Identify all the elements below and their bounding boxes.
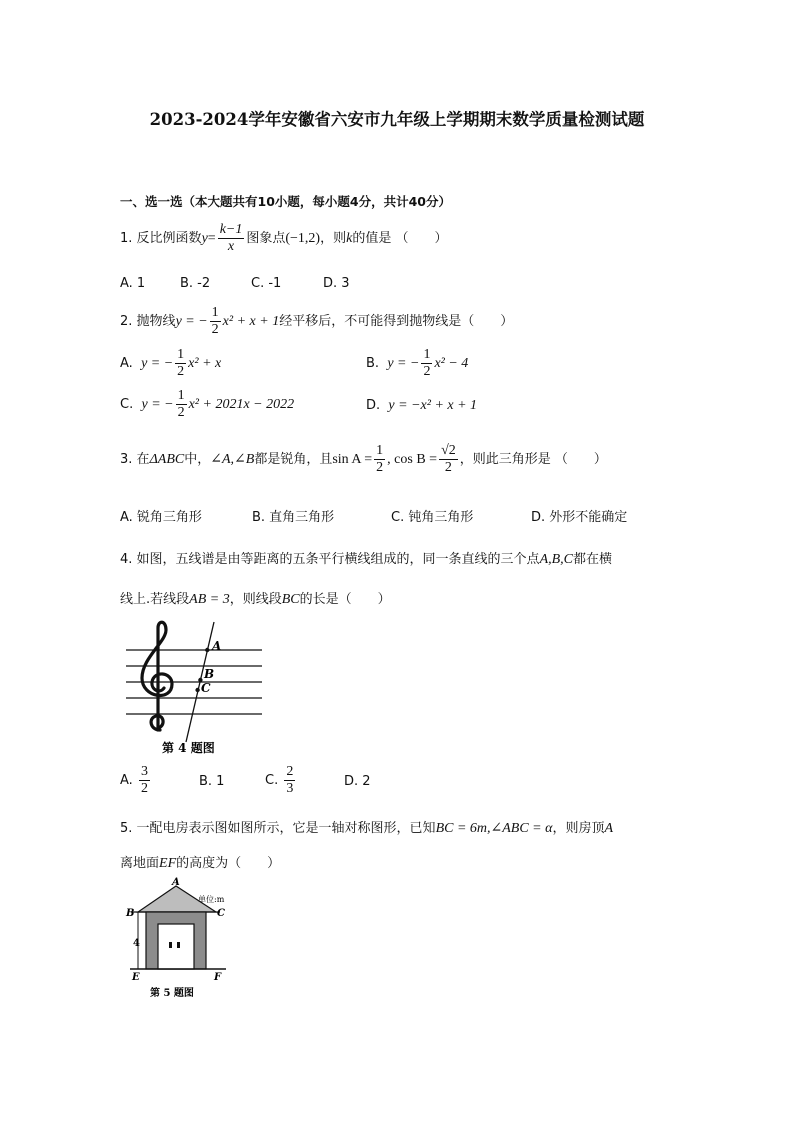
q2-expr-a: y = − [175, 314, 208, 329]
q1-mid: 图象点 [246, 231, 286, 246]
figure-4 [120, 618, 270, 758]
q1-k: k [346, 231, 353, 246]
q4-ab: AB = 3 [189, 592, 230, 607]
page-title: 2023-2024学年安徽省六安市九年级上学期期末数学质量检测试题 [149, 110, 645, 129]
door-mark-left [169, 942, 172, 948]
q2-option-d-expr: y = −x² + x + 1 [388, 398, 478, 413]
question-4-line-1 [120, 548, 612, 568]
q3-cos-num: √2 [441, 443, 456, 458]
q1-point: (−1,2) [285, 231, 321, 246]
label-f: F [214, 972, 222, 983]
question-1 [120, 222, 447, 255]
q5-number: 5. [120, 821, 133, 836]
figure-5 [120, 876, 240, 1006]
q4-number: 4. [120, 552, 133, 567]
door [158, 924, 194, 969]
label-e: E [132, 972, 140, 983]
q3-cos: , cos B = [387, 452, 438, 467]
question-5-line-1 [120, 817, 613, 837]
q2-option-a-den: 2 [177, 364, 185, 379]
q2-frac-numerator: 1 [211, 305, 219, 320]
q2-option-b-den: 2 [423, 364, 431, 379]
q3-sin: sin A = [332, 452, 373, 467]
q3-sin-fraction [374, 443, 385, 476]
q2-post: 经平移后，不可能得到抛物线是（ ） [279, 314, 514, 329]
q3-pre: 在 [136, 452, 150, 467]
q4-option-b: B. 1 [199, 774, 225, 789]
door-mark-right [177, 942, 180, 948]
q3-option-b: B. 直角三角形 [252, 510, 335, 525]
q2-option-d-label: D. [366, 398, 381, 413]
q2-option-c-fraction [176, 388, 187, 421]
q1-frac-numerator: k−1 [219, 222, 243, 237]
q2-option-b [366, 347, 468, 380]
q2-option-a-fraction [175, 347, 186, 380]
q1-option-d: D. 3 [323, 276, 350, 291]
figure-5-caption: 第 5 题图 [150, 988, 194, 999]
q2-option-a-expr-b: x² + x [188, 356, 222, 371]
q4-option-a-den: 2 [140, 781, 148, 796]
q1-option-a: A. 1 [120, 276, 146, 291]
q5-line2b: 的高度为（ ） [176, 856, 281, 871]
label-c: C [201, 681, 211, 695]
q3-option-a: A. 锐角三角形 [120, 510, 202, 525]
q1-number: 1. [120, 231, 133, 246]
q2-option-b-expr-a: y = − [387, 356, 420, 371]
q3-mid: 中， [184, 452, 211, 467]
q4-option-c-fraction [284, 764, 295, 797]
q1-fraction [218, 222, 245, 255]
q2-option-c [120, 388, 294, 421]
label-a: A [212, 639, 222, 653]
q4-option-c [265, 764, 297, 797]
q2-option-c-den: 2 [177, 405, 185, 420]
point-a [205, 648, 209, 652]
q2-option-b-num: 1 [423, 347, 431, 362]
q4-option-a [120, 764, 152, 797]
q4-option-c-num: 2 [286, 764, 294, 779]
house-diagram [120, 876, 240, 1006]
q2-option-c-label: C. [120, 397, 134, 412]
q3-option-d: D. 外形不能确定 [531, 510, 628, 525]
question-4-line-2 [120, 588, 391, 608]
q4-points: A,B,C [539, 552, 574, 567]
q5-a: A [604, 821, 614, 836]
q2-number: 2. [120, 314, 133, 329]
q3-angles: ∠A,∠B [210, 452, 255, 467]
q5-given: BC = 6m,∠ABC = α [435, 821, 553, 836]
q2-option-c-expr-b: x² + 2021x − 2022 [188, 397, 295, 412]
height-label: 4 [133, 938, 140, 949]
q4-option-a-num: 3 [140, 764, 148, 779]
q4-line2a: 线上.若线段 [120, 592, 190, 607]
q4-bc: BC [281, 592, 300, 607]
q2-option-c-expr-a: y = − [141, 397, 174, 412]
q3-cos-fraction [439, 443, 458, 476]
q2-option-a-label: A. [120, 356, 133, 371]
question-2 [120, 305, 513, 338]
label-b: B [204, 667, 215, 681]
q4-line1b: 都在横 [573, 552, 613, 567]
label-c: C [217, 908, 225, 919]
q4-option-a-label: A. [120, 773, 133, 788]
q3-cos-den: 2 [444, 460, 452, 475]
q2-option-a-num: 1 [177, 347, 185, 362]
q1-post: 的值是 （ ） [352, 231, 448, 246]
q2-expr-b: x² + x + 1 [222, 314, 280, 329]
q1-y: y [201, 231, 208, 246]
staff-diagram [120, 618, 270, 758]
q4-option-a-fraction [139, 764, 150, 797]
q4-option-c-label: C. [265, 773, 279, 788]
q2-option-b-label: B. [366, 356, 380, 371]
question-5-line-2 [120, 852, 280, 872]
q3-number: 3. [120, 452, 133, 467]
q3-option-c: C. 钝角三角形 [391, 510, 474, 525]
q3-sin-num: 1 [376, 443, 384, 458]
q2-pre: 抛物线 [136, 314, 176, 329]
q1-pre: 反比例函数 [136, 231, 202, 246]
question-3 [120, 443, 607, 476]
q4-line2b: ，则线段 [229, 592, 282, 607]
q5-line1b: ，则房顶 [552, 821, 605, 836]
q1-mid2: ，则 [320, 231, 347, 246]
q2-frac-denominator: 2 [211, 322, 219, 337]
q4-option-c-den: 3 [286, 781, 294, 796]
q1-frac-denominator: x [227, 239, 235, 254]
q5-line2a: 离地面 [120, 856, 160, 871]
q3-sin-den: 2 [376, 460, 384, 475]
label-a: A [172, 877, 180, 888]
q3-mid2: 都是锐角，且 [254, 452, 333, 467]
q1-option-b: B. -2 [180, 276, 211, 291]
q2-option-c-num: 1 [177, 388, 185, 403]
q4-line2c: 的长是（ ） [299, 592, 391, 607]
q1-eq: = [207, 231, 216, 246]
q2-option-d [366, 398, 477, 414]
label-b: B [126, 908, 135, 919]
q2-option-b-expr-b: x² − 4 [434, 356, 469, 371]
point-c [195, 688, 199, 692]
q2-option-b-fraction [421, 347, 432, 380]
q2-fraction [210, 305, 221, 338]
q4-option-d: D. 2 [344, 774, 371, 789]
q4-line1: 如图，五线谱是由等距离的五条平行横线组成的，同一条直线的三个点 [136, 552, 540, 567]
q2-option-a-expr-a: y = − [141, 356, 174, 371]
q2-option-a [120, 347, 221, 380]
figure-4-caption: 第 4 题图 [162, 741, 215, 755]
q5-ef: EF [159, 856, 177, 871]
q5-line1: 一配电房表示图如图所示，它是一轴对称图形，已知 [136, 821, 436, 836]
unit-label: 单位:m [198, 895, 225, 904]
q3-triangle: ΔABC [149, 452, 185, 467]
q1-option-c: C. -1 [251, 276, 282, 291]
q3-post: ，则此三角形是 （ ） [459, 452, 607, 467]
section-heading: 一、选一选（本大题共有10小题，每小题4分，共计40分） [120, 194, 451, 209]
